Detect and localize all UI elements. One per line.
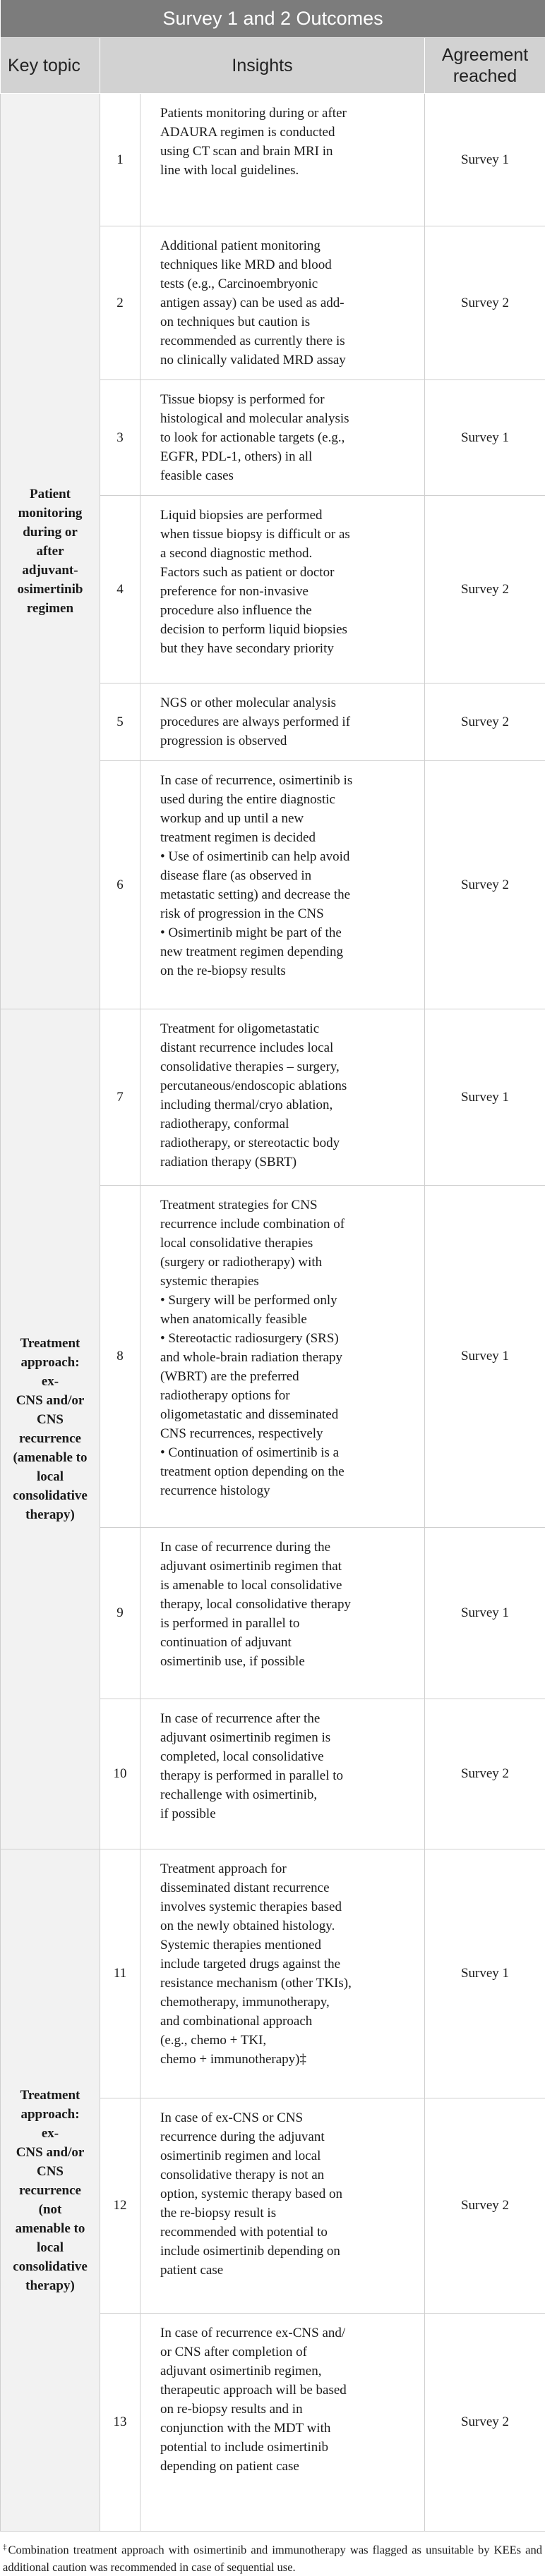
row-number: 8 (100, 1186, 140, 1528)
agreement-cell: Survey 2 (425, 2098, 545, 2314)
insight-line: radiation therapy (SBRT) (160, 1153, 414, 1172)
insight-line: systemic therapies (160, 1272, 414, 1291)
insight-line: consolidative therapy is not an (160, 2165, 414, 2185)
insight-line: NGS or other molecular analysis (160, 693, 414, 712)
insight-line: techniques like MRD and blood (160, 255, 414, 274)
key-topic-line: therapy) (11, 2276, 90, 2295)
key-topic-line: monitoring (11, 504, 90, 523)
insight-line: when tissue biopsy is difficult or as (160, 525, 414, 544)
row-number: 6 (100, 761, 140, 1009)
insight-line: • Use of osimertinib can help avoid (160, 847, 414, 866)
key-topic-line: CNS (11, 1410, 90, 1429)
key-topic-line: amenable to (11, 2219, 90, 2238)
key-topic-line: recurrence (11, 2181, 90, 2200)
insight-line: to look for actionable targets (e.g., (160, 428, 414, 447)
insight-line: preference for non-invasive (160, 582, 414, 601)
insight-line: on re-biopsy results and in (160, 2400, 414, 2419)
insight-line: Liquid biopsies are performed (160, 506, 414, 525)
insight-line: Additional patient monitoring (160, 236, 414, 255)
insight-line: recurrence histology (160, 1481, 414, 1500)
insight-cell (140, 496, 425, 684)
table-row (1, 1849, 545, 2098)
insight-line: osimertinib regimen and local (160, 2146, 414, 2165)
insight-line: Factors such as patient or doctor (160, 563, 414, 582)
insight-line: ADAURA regimen is conducted (160, 123, 414, 142)
insight-line: local consolidative therapies (160, 1234, 414, 1253)
insight-line: therapy is performed in parallel to (160, 1766, 414, 1785)
insight-line: recommended as currently there is (160, 332, 414, 351)
insight-line: disseminated distant recurrence (160, 1878, 414, 1897)
insight-cell (140, 1528, 425, 1699)
table-title: Survey 1 and 2 Outcomes (1, 0, 545, 38)
insight-line: on the re-biopsy results (160, 961, 414, 980)
insight-line: completed, local consolidative (160, 1747, 414, 1766)
insight-line: adjuvant osimertinib regimen is (160, 1728, 414, 1747)
insight-line: using CT scan and brain MRI in (160, 142, 414, 161)
header-insights: Insights (100, 38, 425, 94)
table-row (1, 94, 545, 226)
insight-line: but they have secondary priority (160, 639, 414, 658)
insight-line: Systemic therapies mentioned (160, 1936, 414, 1955)
insight-line: (e.g., chemo + TKI, (160, 2031, 414, 2050)
insight-line: radiotherapy options for (160, 1386, 414, 1405)
insight-line: line with local guidelines. (160, 161, 414, 180)
row-number: 12 (100, 2098, 140, 2314)
insight-line: radiotherapy, or stereotactic body (160, 1134, 414, 1153)
insight-line: resistance mechanism (other TKIs), (160, 1974, 414, 1993)
insight-cell (140, 2314, 425, 2532)
key-topic-line: approach: ex- (11, 2105, 90, 2143)
insight-cell (140, 94, 425, 226)
insight-line: patient case (160, 2261, 414, 2280)
insight-line: • Osimertinib might be part of the (160, 923, 414, 942)
insight-line: percutaneous/endoscopic ablations (160, 1076, 414, 1095)
insight-line: procedure also influence the (160, 601, 414, 620)
row-number: 13 (100, 2314, 140, 2532)
agreement-cell: Survey 1 (425, 1009, 545, 1186)
agreement-cell: Survey 1 (425, 94, 545, 226)
insight-line: workup and up until a new (160, 809, 414, 828)
insight-line: chemo + immunotherapy)‡ (160, 2050, 414, 2069)
key-topic-line: Patient (11, 485, 90, 504)
key-topic-line: CNS (11, 2162, 90, 2181)
insight-line: depending on patient case (160, 2457, 414, 2476)
insight-line: Patients monitoring during or after (160, 104, 414, 123)
insight-line: consolidative therapies – surgery, (160, 1057, 414, 1076)
insight-line: In case of recurrence ex-CNS and/ (160, 2323, 414, 2343)
agreement-cell: Survey 1 (425, 1528, 545, 1699)
row-number: 7 (100, 1009, 140, 1186)
insight-line: Treatment for oligometastatic (160, 1019, 414, 1038)
insight-line: a second diagnostic method. (160, 544, 414, 563)
insight-line: recurrence include combination of (160, 1215, 414, 1234)
insight-cell (140, 684, 425, 761)
insight-line: (surgery or radiotherapy) with (160, 1253, 414, 1272)
insight-line: or CNS after completion of (160, 2343, 414, 2362)
insight-line: progression is observed (160, 731, 414, 751)
insight-line: tests (e.g., Carcinoembryonic (160, 274, 414, 293)
insight-line: disease flare (as observed in (160, 866, 414, 885)
insight-cell (140, 1009, 425, 1186)
agreement-cell: Survey 1 (425, 380, 545, 496)
row-number: 1 (100, 94, 140, 226)
insight-line: on techniques but caution is (160, 312, 414, 332)
insight-line: In case of recurrence during the (160, 1538, 414, 1557)
agreement-cell: Survey 2 (425, 226, 545, 380)
agreement-cell: Survey 1 (425, 1186, 545, 1528)
header-row (1, 38, 545, 94)
key-topic-line: local (11, 2238, 90, 2257)
agreement-cell: Survey 2 (425, 684, 545, 761)
agreement-cell: Survey 2 (425, 1699, 545, 1849)
agreement-cell: Survey 2 (425, 761, 545, 1009)
key-topic-line: after (11, 542, 90, 561)
insight-cell (140, 761, 425, 1009)
insight-line: CNS recurrences, respectively (160, 1424, 414, 1443)
insight-cell (140, 380, 425, 496)
insight-cell (140, 2098, 425, 2314)
insight-line: antigen assay) can be used as add- (160, 293, 414, 312)
key-topic-cell (1, 94, 100, 1009)
insight-line: treatment option depending on the (160, 1462, 414, 1481)
key-topic-line: approach: ex- (11, 1353, 90, 1391)
insight-line: Treatment strategies for CNS (160, 1196, 414, 1215)
row-number: 5 (100, 684, 140, 761)
insight-line: metastatic setting) and decrease the (160, 885, 414, 904)
insight-line: • Surgery will be performed only (160, 1291, 414, 1310)
key-topic-cell (1, 1009, 100, 1849)
table-footnote (0, 2532, 545, 2576)
key-topic-line: consolidative (11, 1486, 90, 1505)
footnote-text: Combination treatment approach with osimertinib and immunotherapy was flagged as unsuitable by KEEs and additional caution was recommended in case of sequential use. (3, 2544, 542, 2574)
row-number: 2 (100, 226, 140, 380)
insight-line: In case of recurrence, osimertinib is (160, 771, 414, 790)
key-topic-line: during or (11, 523, 90, 542)
insight-line: and combinational approach (160, 2012, 414, 2031)
insight-line: potential to include osimertinib (160, 2438, 414, 2457)
key-topic-line: local (11, 1467, 90, 1486)
insight-line: In case of recurrence after the (160, 1709, 414, 1728)
insight-line: recommended with potential to (160, 2223, 414, 2242)
insight-line: continuation of adjuvant (160, 1633, 414, 1652)
insight-line: treatment regimen is decided (160, 828, 414, 847)
agreement-cell: Survey 2 (425, 496, 545, 684)
table-title-row (1, 0, 545, 38)
key-topic-line: CNS and/or (11, 2143, 90, 2162)
insight-line: when anatomically feasible (160, 1310, 414, 1329)
key-topic-cell (1, 1849, 100, 2532)
insight-line: risk of progression in the CNS (160, 904, 414, 923)
insight-line: involves systemic therapies based (160, 1897, 414, 1916)
header-agreement: Agreement reached (425, 38, 545, 94)
row-number: 11 (100, 1849, 140, 2098)
insight-line: procedures are always performed if (160, 712, 414, 731)
insight-line: no clinically validated MRD assay (160, 351, 414, 370)
insight-line: EGFR, PDL-1, others) in all (160, 447, 414, 466)
insight-line: conjunction with the MDT with (160, 2419, 414, 2438)
insight-cell (140, 1699, 425, 1849)
insight-line: therapeutic approach will be based (160, 2381, 414, 2400)
insight-cell (140, 226, 425, 380)
footnote-mark: ‡ (3, 2543, 8, 2551)
insight-line: include osimertinib depending on (160, 2242, 414, 2261)
key-topic-line: adjuvant- (11, 561, 90, 580)
insight-line: Treatment approach for (160, 1859, 414, 1878)
agreement-cell: Survey 1 (425, 1849, 545, 2098)
key-topic-line: recurrence (11, 1429, 90, 1448)
insight-line: recurrence during the adjuvant (160, 2127, 414, 2146)
row-number: 9 (100, 1528, 140, 1699)
key-topic-line: consolidative (11, 2257, 90, 2276)
insight-line: Tissue biopsy is performed for (160, 390, 414, 409)
insight-line: radiotherapy, conformal (160, 1114, 414, 1134)
row-number: 10 (100, 1699, 140, 1849)
insight-line: • Continuation of osimertinib is a (160, 1443, 414, 1462)
insight-line: if possible (160, 1804, 414, 1823)
insight-line: is amenable to local consolidative (160, 1576, 414, 1595)
insight-line: adjuvant osimertinib regimen that (160, 1557, 414, 1576)
insight-cell (140, 1186, 425, 1528)
insight-line: used during the entire diagnostic (160, 790, 414, 809)
key-topic-line: (not (11, 2200, 90, 2219)
key-topic-line: Treatment (11, 1334, 90, 1353)
insight-line: and whole-brain radiation therapy (160, 1348, 414, 1367)
insight-line: adjuvant osimertinib regimen, (160, 2362, 414, 2381)
insight-line: • Stereotactic radiosurgery (SRS) (160, 1329, 414, 1348)
agreement-cell: Survey 2 (425, 2314, 545, 2532)
insight-line: In case of ex-CNS or CNS (160, 2108, 414, 2127)
insight-line: (WBRT) are the preferred (160, 1367, 414, 1386)
table-row (1, 1009, 545, 1186)
insight-line: decision to perform liquid biopsies (160, 620, 414, 639)
insight-line: therapy, local consolidative therapy (160, 1595, 414, 1614)
insight-line: including thermal/cryo ablation, (160, 1095, 414, 1114)
insight-line: on the newly obtained histology. (160, 1916, 414, 1936)
insight-line: histological and molecular analysis (160, 409, 414, 428)
key-topic-line: osimertinib (11, 580, 90, 599)
key-topic-line: regimen (11, 599, 90, 618)
insight-line: osimertinib use, if possible (160, 1652, 414, 1671)
key-topic-line: therapy) (11, 1505, 90, 1524)
row-number: 3 (100, 380, 140, 496)
insight-line: new treatment regimen depending (160, 942, 414, 961)
insight-line: distant recurrence includes local (160, 1038, 414, 1057)
key-topic-line: (amenable to (11, 1448, 90, 1467)
row-number: 4 (100, 496, 140, 684)
insight-line: include targeted drugs against the (160, 1955, 414, 1974)
header-key-topic: Key topic (1, 38, 100, 94)
insight-line: oligometastatic and disseminated (160, 1405, 414, 1424)
key-topic-line: Treatment (11, 2086, 90, 2105)
insight-line: rechallenge with osimertinib, (160, 1785, 414, 1804)
key-topic-line: CNS and/or (11, 1391, 90, 1410)
insight-cell (140, 1849, 425, 2098)
insight-line: is performed in parallel to (160, 1614, 414, 1633)
insight-line: the re-biopsy result is (160, 2204, 414, 2223)
insight-line: feasible cases (160, 466, 414, 485)
insight-line: option, systemic therapy based on (160, 2185, 414, 2204)
insight-line: chemotherapy, immunotherapy, (160, 1993, 414, 2012)
